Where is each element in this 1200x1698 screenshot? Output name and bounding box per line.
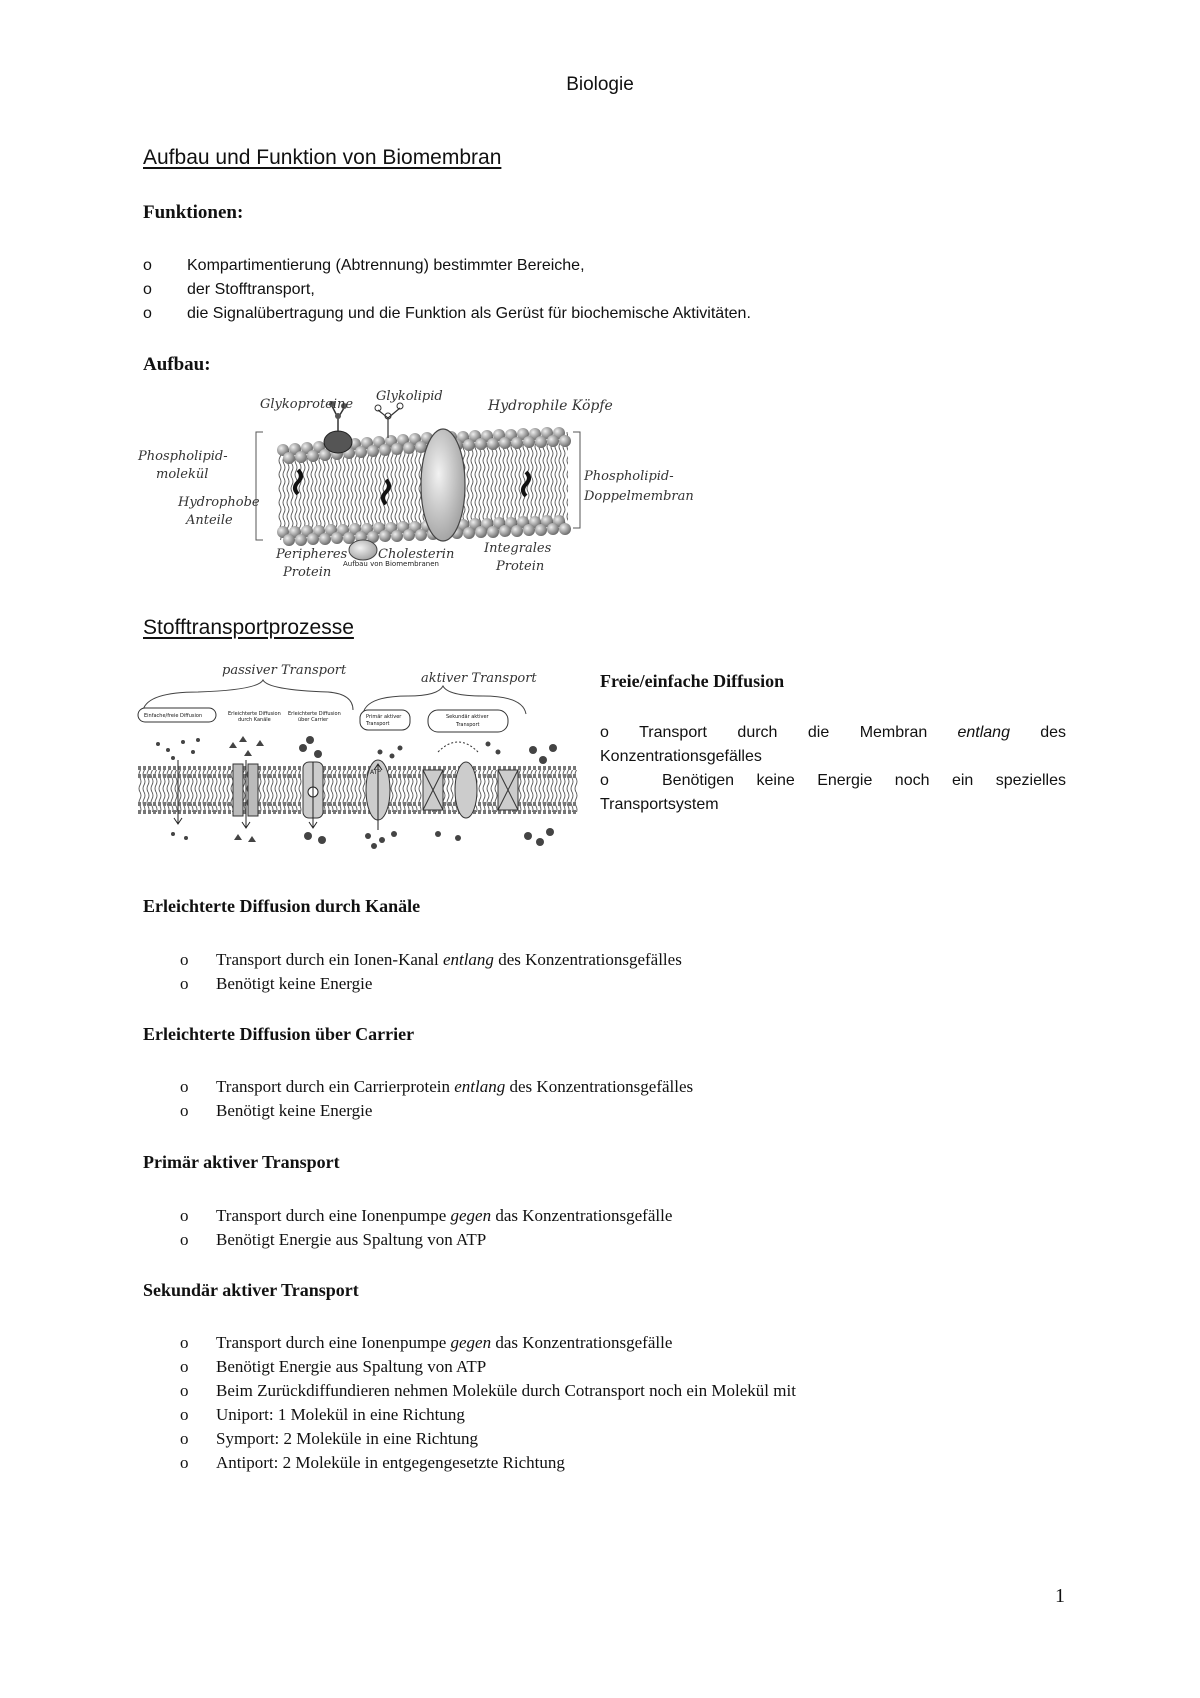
bullet: o [180, 1405, 189, 1424]
list-item [180, 1075, 1080, 1099]
list-item [180, 1451, 1080, 1475]
bullet: o [180, 1381, 189, 1400]
list-item-text: des [1040, 724, 1066, 741]
label-atp: ATP [370, 769, 381, 776]
block-list-primaer [180, 1204, 1080, 1252]
label-phospholipid-2: molekül [156, 467, 209, 482]
list-item-text: des Konzentrationsgefälles [505, 1077, 694, 1096]
list-item-text: Benötigt Energie aus Spaltung von ATP [216, 1230, 487, 1249]
list-item-text: Kompartimentierung (Abtrennung) bestimmter Bereiche, [187, 257, 585, 274]
bullet: o [143, 257, 152, 274]
block-heading-kanaele: Erleichterte Diffusion durch Kanäle [143, 896, 421, 916]
label-aktiver-transport: aktiver Transport [421, 671, 537, 686]
list-item-text: Konzentrationsgefälles [600, 748, 762, 765]
list-item [180, 1204, 1080, 1228]
block-heading-sekundaer: Sekundär aktiver Transport [143, 1280, 359, 1300]
block-list-kanaele [180, 948, 1080, 996]
list-item [180, 972, 1080, 996]
label-einfache-diffusion: Einfache/freie Diffusion [144, 713, 203, 719]
label-peripheres-2: Protein [283, 565, 332, 580]
list-item [600, 769, 1066, 793]
bullet: o [180, 1206, 189, 1225]
peripheral-protein [349, 540, 377, 560]
list-item-text: Benötigt keine Energie [216, 1101, 373, 1120]
block-heading-carrier: Erleichterte Diffusion über Carrier [143, 1024, 415, 1044]
list-item [180, 1379, 1080, 1403]
diffusion-heading: Freie/einfache Diffusion [600, 671, 785, 691]
list-item-text: Transport durch ein Carrierprotein [216, 1077, 455, 1096]
list-item-text: Symport: 2 Moleküle in eine Richtung [216, 1429, 479, 1448]
bullet: o [180, 1230, 189, 1249]
list-item [180, 1228, 1080, 1252]
label-phospholipid-1: Phospholipid- [138, 449, 228, 464]
label-cholesterin: Cholesterin [378, 547, 455, 562]
list-item [180, 1427, 1080, 1451]
list-item-text: das Konzentrationsgefälle [491, 1206, 673, 1225]
list-item [143, 302, 1043, 326]
bullet: o [180, 950, 189, 969]
membrane-structure-figure [138, 380, 694, 590]
label-hydrophile-koepfe: Hydrophile Köpfe [488, 398, 613, 414]
label-integrales-2: Protein [496, 559, 545, 574]
list-item-text: die Signalübertragung und die Funktion als Gerüst für biochemische Aktivitäten. [187, 305, 751, 322]
label-glykolipid: Glykolipid [376, 389, 443, 404]
diffusion-list [600, 721, 1066, 817]
list-item [180, 1355, 1080, 1379]
list-item-text: das Konzentrationsgefälle [491, 1333, 673, 1352]
bullet: o [180, 1429, 189, 1448]
bullet: o [600, 772, 609, 789]
list-item-emphasis: entlang [957, 724, 1010, 741]
label-kanal-2: durch Kanäle [238, 717, 271, 723]
bullet: o [180, 1453, 189, 1472]
list-item [180, 1403, 1080, 1427]
label-glykoproteine: Glykoproteine [260, 397, 354, 412]
ion-channel [233, 764, 243, 816]
list-item-text: Benötigt keine Energie [216, 974, 373, 993]
list-item-text: Benötigen keine Energie noch ein spezielles [662, 772, 1066, 789]
list-item [180, 948, 1080, 972]
glycoprotein [324, 431, 352, 453]
bullet: o [180, 1077, 189, 1096]
section-title-stofftransport: Stofftransportprozesse [143, 616, 354, 639]
label-primaer-2: Transport [366, 721, 390, 727]
list-item-text: Transport durch die Membran [639, 724, 928, 741]
label-doppelmembran-2: Doppelmembran [584, 489, 694, 504]
list-item-text: Transport durch eine Ionenpumpe [216, 1206, 451, 1225]
bullet: o [180, 974, 189, 993]
label-passiver-transport: passiver Transport [222, 663, 347, 678]
list-item-text: Antiport: 2 Moleküle in entgegengesetzte Richtung [216, 1453, 565, 1472]
list-item [600, 721, 1066, 745]
list-item-emphasis: gegen [450, 1333, 492, 1352]
list-item-emphasis: gegen [450, 1206, 492, 1225]
label-sekundaer-2: Transport [456, 722, 480, 728]
list-item-emphasis: entlang [442, 950, 494, 969]
page-number: 1 [1055, 1585, 1065, 1607]
section-title-biomembran: Aufbau und Funktion von Biomembran [143, 146, 502, 169]
transport-processes-figure [138, 652, 578, 852]
list-item-text: des Konzentrationsgefälles [493, 950, 682, 969]
list-item-text: Transport durch eine Ionenpumpe [216, 1333, 451, 1352]
list-item-text: Beim Zurückdiffundieren nehmen Moleküle durch Cotransport noch ein Molekül mit [216, 1381, 796, 1400]
list-item-text: der Stofftransport, [187, 281, 315, 298]
label-sekundaer-1: Sekundär aktiver [446, 714, 489, 720]
list-item-text: Transportsystem [600, 796, 719, 813]
label-integrales-1: Integrales [484, 541, 552, 556]
block-list-sekundaer [180, 1331, 1080, 1475]
figure-caption: Aufbau von Biomembranen [343, 560, 439, 568]
block-list-carrier [180, 1075, 1080, 1123]
label-peripheres-1: Peripheres [276, 547, 348, 562]
bullet: o [600, 724, 609, 741]
funktionen-list [143, 254, 1043, 326]
integral-protein [421, 429, 465, 541]
aufbau-heading: Aufbau: [143, 354, 211, 375]
bullet: o [180, 1357, 189, 1376]
label-carrier-2: über Carrier [298, 717, 329, 723]
bullet: o [143, 305, 152, 322]
page-header: Biologie [566, 74, 634, 95]
label-hydrophobe-1: Hydrophobe [178, 495, 260, 510]
list-item-text: Uniport: 1 Molekül in eine Richtung [216, 1405, 465, 1424]
list-item-text: Benötigt Energie aus Spaltung von ATP [216, 1357, 487, 1376]
label-hydrophobe-2: Anteile [186, 513, 233, 528]
bullet: o [180, 1333, 189, 1352]
list-item [143, 254, 1043, 278]
bullet: o [180, 1101, 189, 1120]
label-carrier-1: Erleichterte Diffusion [288, 711, 341, 717]
block-heading-primaer: Primär aktiver Transport [143, 1152, 340, 1172]
list-item [180, 1331, 1080, 1355]
label-kanal-1: Erleichterte Diffusion [228, 711, 281, 717]
label-primaer-1: Primär aktiver [366, 714, 402, 720]
list-item [180, 1099, 1080, 1123]
list-item [143, 278, 1043, 302]
funktionen-heading: Funktionen: [143, 202, 244, 223]
bullet: o [143, 281, 152, 298]
list-item-emphasis: entlang [454, 1077, 506, 1096]
glycolipid [378, 408, 400, 438]
label-doppelmembran-1: Phospholipid- [584, 469, 674, 484]
list-item-text: Transport durch ein Ionen-Kanal [216, 950, 443, 969]
